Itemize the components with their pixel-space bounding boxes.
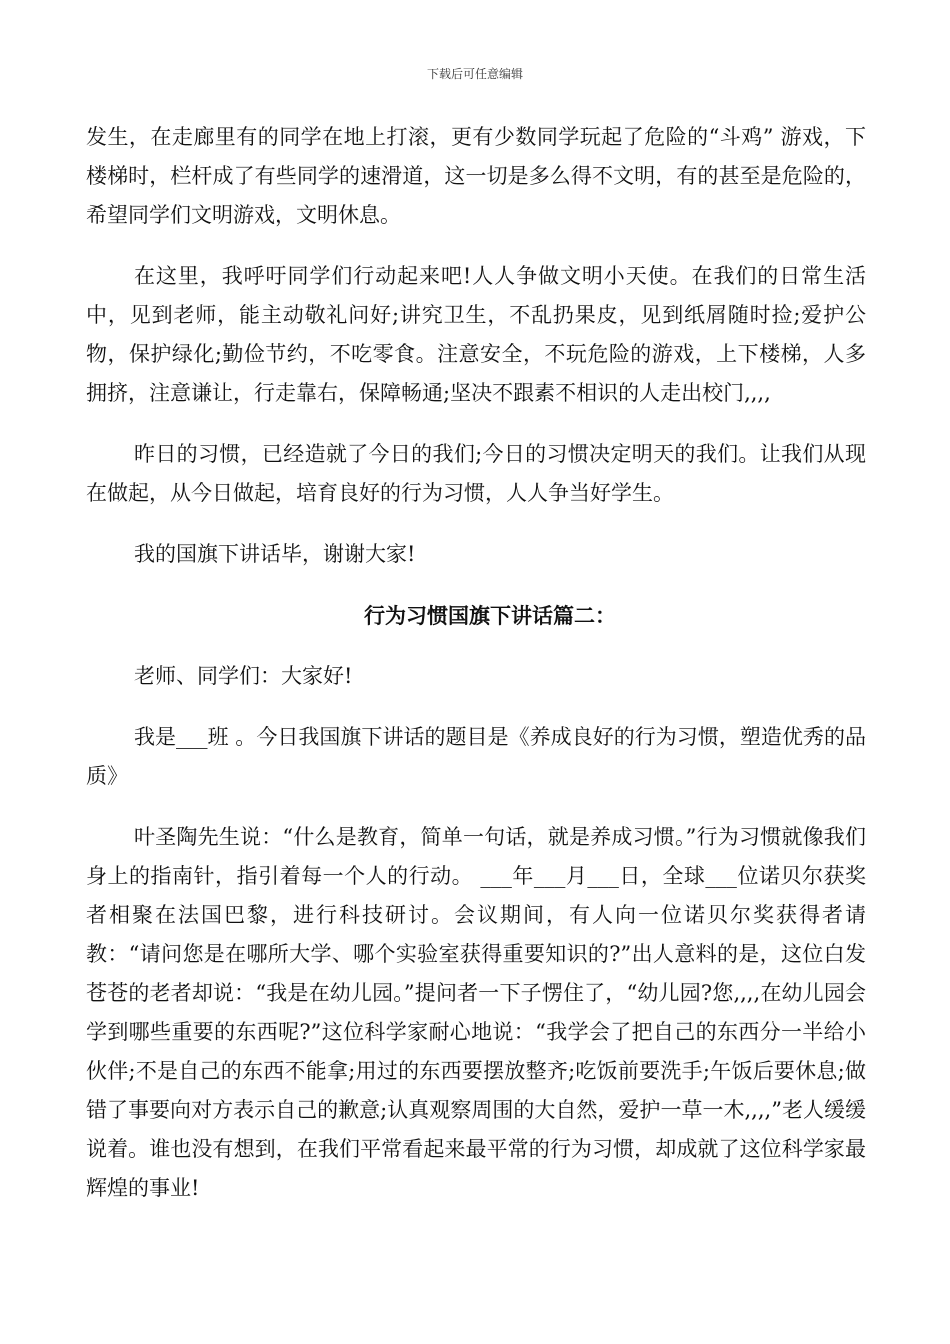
paragraph-story: 叶圣陶先生说：“什么是教育，简单一句话，就是养成习惯。”行为习惯就像我们身上的指南针，指引着每一个人的行动。 ___年___月___日，全球___位诺贝尔获奖者相聚在法国巴黎，进行科技研讨。会议期间，有人向一位诺贝尔奖获得者请教：“请问您是在哪所大学、哪个实验室获得重要知识的?”出人意料的是，这位白发苍苍的老者却说：“我是在幼儿园。”提问者一下子愣住了，“幼儿园?您,,,,在幼儿园会学到哪些重要的东西呢?”这位科学家耐心地说：“我学会了把自己的东西分一半给小伙伴;不是自己的东西不能拿;用过的东西要摆放整齐;吃饭前要洗手;午饭后要休息;做错了事要向对方表示自己的歉意;认真观察周围的大自然，爱护一草一木,,,,”老人缓缓说着。谁也没有想到，在我们平常看起来最平常的行为习惯，却成就了这位科学家最辉煌的事业! (86, 825, 866, 1200)
paragraph-greeting: 老师、同学们：大家好! (134, 664, 353, 688)
paragraph-introduction: 我是___班 。今日我国旗下讲话的题目是《养成良好的行为习惯，塑造优秀的品质》 (86, 725, 866, 788)
page-header-note: 下载后可任意编辑 (426, 67, 523, 81)
section-heading: 行为习惯国旗下讲话篇二： (364, 603, 616, 628)
paragraph-habits: 昨日的习惯，已经造就了今日的我们;今日的习惯决定明天的我们。让我们从现在做起，从今日做起，培育良好的行为习惯，人人争当好学生。 (86, 442, 866, 505)
document-body (86, 118, 866, 1208)
paragraph-continuation: 发生，在走廊里有的同学在地上打滚，更有少数同学玩起了危险的“斗鸡” 游戏，下楼梯时，栏杆成了有些同学的速滑道，这一切是多么得不文明，有的甚至是危险的，希望同学们文明游戏，文明休息。 (86, 125, 866, 227)
paragraph-closing: 我的国旗下讲话毕，谢谢大家! (134, 542, 416, 566)
paragraph-call-to-action: 在这里，我呼吁同学们行动起来吧!人人争做文明小天使。在我们的日常生活中，见到老师，能主动敬礼问好;讲究卫生，不乱扔果皮，见到纸屑随时捡;爱护公物，保护绿化;勤俭节约，不吃零食。注意安全，不玩危险的游戏，上下楼梯，人多拥挤，注意谦让，行走靠右，保障畅通;坚决不跟素不相识的人走出校门,,,, (86, 264, 866, 405)
